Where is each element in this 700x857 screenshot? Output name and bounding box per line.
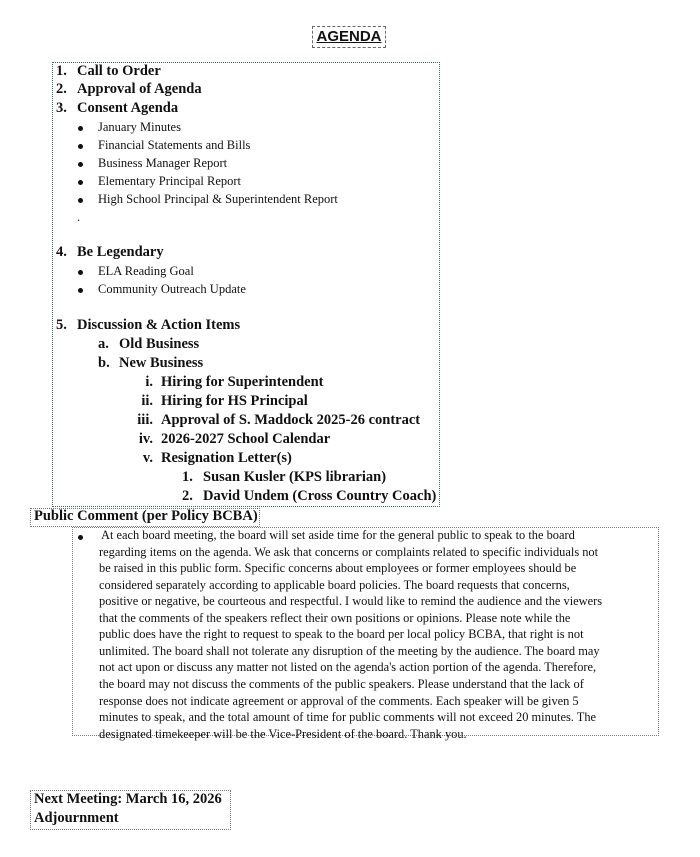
agenda-title: AGENDA: [312, 26, 386, 48]
item-discussion: Discussion & Action Items: [77, 317, 241, 333]
bullet-icon: [78, 535, 83, 540]
public-comment-line: public does have the right to request to speak to the board per local policy BCBA, that right is not: [99, 627, 584, 642]
sub-letter: b.: [98, 355, 110, 371]
new-business-item: Resignation Letter(s): [161, 450, 292, 466]
public-comment-line: considered separately according to applicable board policies. The board requests that concerns,: [99, 577, 570, 592]
legendary-item: Community Outreach Update: [98, 282, 246, 296]
bullet-icon: [78, 162, 83, 167]
public-comment-line: be raised in this public form. Specific concerns about employees or former employees should be: [99, 561, 577, 576]
public-comment-line: that the comments of the speakers reflect their own positions or opinions. Please note while the: [99, 610, 571, 625]
public-comment-line: positive or negative, be courteous and respectful. I would like to remind the audience and the viewers: [99, 594, 603, 609]
bullet-icon: [78, 270, 83, 275]
roman-num: iii.: [137, 412, 153, 428]
resignation-num: 1.: [182, 469, 193, 485]
roman-num: ii.: [141, 393, 153, 409]
item-consent-agenda: Consent Agenda: [77, 100, 179, 116]
item-number: 2.: [56, 81, 67, 97]
public-comment-line: minutes to speak, and the total amount of time for public comments will not exceed 20 minutes. The: [99, 710, 597, 725]
stray-dot: .: [77, 210, 81, 224]
new-business-item: 2026-2027 School Calendar: [161, 431, 331, 447]
public-comment-line: designated timekeeper will be the Vice-President of the board. Thank you.: [99, 726, 467, 741]
resignation-item: David Undem (Cross Country Coach): [203, 488, 437, 504]
public-comment-line: not act upon or discuss any matter not listed on the agenda's action portion of the agenda. Therefore,: [99, 660, 597, 675]
public-comment-line: unlimited. The board shall not tolerate any disruption of the meeting by the audience. The board may: [99, 643, 600, 658]
bullet-icon: [78, 126, 83, 131]
consent-item: High School Principal & Superintendent Report: [98, 192, 338, 206]
public-comment-line: response does not indicate agreement or approval of the comments. Each speaker will be given 5: [99, 693, 579, 708]
new-business-item: Approval of S. Maddock 2025-26 contract: [161, 412, 421, 428]
new-business-item: Hiring for HS Principal: [161, 393, 308, 409]
bullet-icon: [78, 144, 83, 149]
next-meeting: Next Meeting: March 16, 2026: [34, 791, 222, 807]
item-number: 4.: [56, 244, 67, 260]
consent-item: January Minutes: [98, 120, 181, 134]
item-be-legendary: Be Legendary: [77, 244, 164, 260]
item-number: 5.: [56, 317, 67, 333]
public-comment-line: At each board meeting, the board will set aside time for the general public to speak to the board: [101, 528, 575, 542]
resignation-item: Susan Kusler (KPS librarian): [203, 469, 387, 485]
item-number: 1.: [56, 63, 67, 79]
bullet-icon: [78, 198, 83, 203]
adjournment: Adjournment: [34, 810, 119, 826]
bullet-icon: [78, 180, 83, 185]
public-comment-line: regarding items on the agenda. We ask that concerns or complaints related to specific individuals not: [99, 544, 599, 559]
new-business: New Business: [119, 355, 204, 371]
public-comment-line: the board may not discuss the comments of the public speakers. Please understand that the lack of: [99, 676, 584, 691]
item-approval-of-agenda: Approval of Agenda: [77, 81, 202, 97]
consent-item: Financial Statements and Bills: [98, 138, 251, 152]
item-number: 3.: [56, 100, 67, 116]
legendary-item: ELA Reading Goal: [98, 264, 194, 278]
bullet-icon: [78, 288, 83, 293]
item-call-to-order: Call to Order: [77, 63, 161, 79]
roman-num: iv.: [138, 431, 153, 447]
public-comment-heading: Public Comment (per Policy BCBA): [34, 508, 258, 524]
old-business: Old Business: [119, 336, 200, 352]
roman-num: v.: [142, 450, 153, 466]
roman-num: i.: [145, 374, 153, 390]
consent-item: Business Manager Report: [98, 156, 228, 170]
new-business-item: Hiring for Superintendent: [161, 374, 324, 390]
sub-letter: a.: [98, 336, 109, 352]
resignation-num: 2.: [182, 488, 193, 504]
consent-item: Elementary Principal Report: [98, 174, 242, 188]
